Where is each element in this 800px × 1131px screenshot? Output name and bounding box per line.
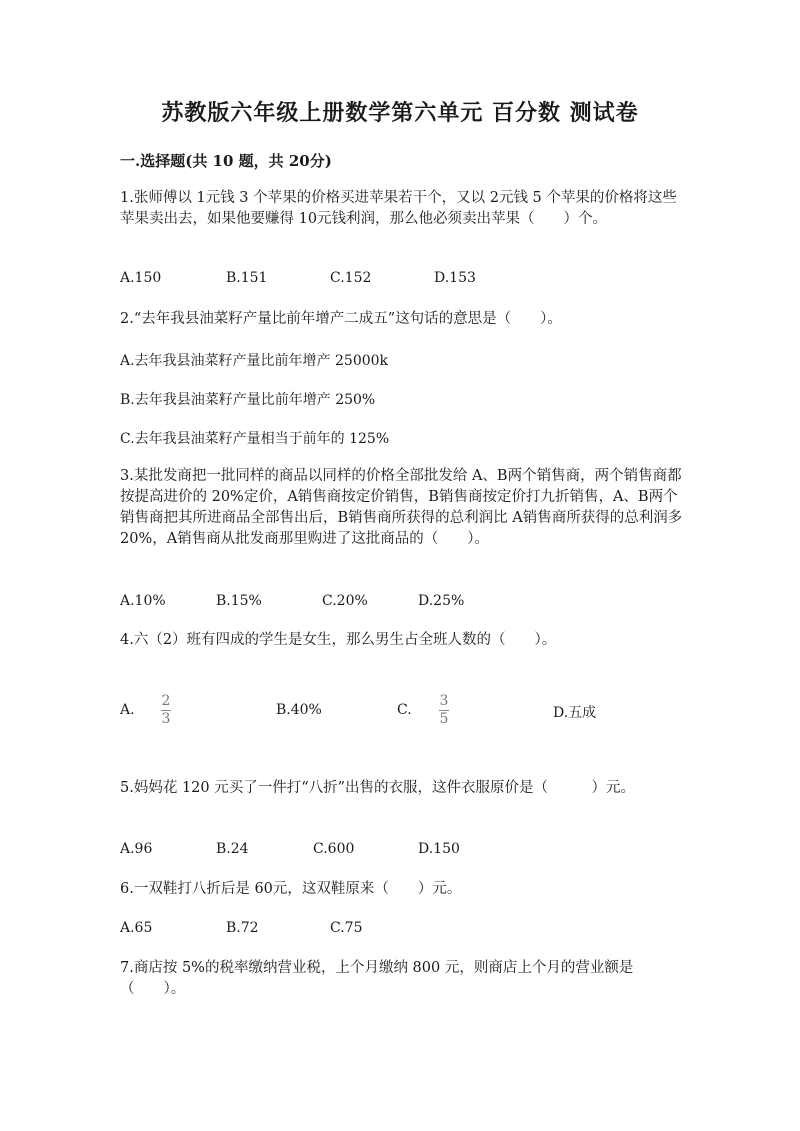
fraction-denominator: 5 [439,711,449,727]
q2-option-a[interactable]: A.去年我县油菜籽产量比前年增产 25000k [120,353,389,369]
q4-option-d[interactable]: D.五成 [553,705,597,721]
question-7: 7.商店按 5%的税率缴纳营业税，上个月缴纳 800 元，则商店上个月的营业额是（ ）。 [120,960,634,997]
q3-option-d[interactable]: D.25% [418,593,465,609]
q1-option-d[interactable]: D.153 [434,270,476,286]
q1-option-c[interactable]: C.152 [330,270,372,286]
section-heading: 一.选择题(共 10 题，共 20分) [120,152,332,170]
q5-option-b[interactable]: B.24 [216,841,249,857]
q3-option-b[interactable]: B.15% [216,593,262,609]
fraction-numerator: 2 [161,693,171,709]
q6-option-c[interactable]: C.75 [330,920,363,936]
question-3: 3.某批发商把一批同样的商品以同样的价格全部批发给 A、B两个销售商，两个销售商都按提高进价的 20%定价，A销售商按定价销售，B销售商按定价打九折销售，A、B两个销售商把其所进商品全部售出后，B销售商所获得的总利润比 A销售商所获得的总利润多 20%，A销售商从批发商那里购进了这批商品的（ ）。 [120,468,683,547]
q4-option-a-fraction [161,694,171,727]
question-6: 6.一双鞋打八折后是 60元，这双鞋原来（ ）元。 [120,881,462,897]
q6-option-b[interactable]: B.72 [226,920,259,936]
q2-option-c[interactable]: C.去年我县油菜籽产量相当于前年的 125% [120,431,390,447]
question-1: 1.张师傅以 1元钱 3 个苹果的价格买进苹果若干个，又以 2元钱 5 个苹果的价格将这些苹果卖出去，如果他要赚得 10元钱利润，那么他必须卖出苹果（ ）个。 [120,190,677,227]
question-2: 2.“去年我县油菜籽产量比前年增产二成五”这句话的意思是（ ）。 [120,311,562,327]
q3-option-c[interactable]: C.20% [322,593,368,609]
q2-option-b[interactable]: B.去年我县油菜籽产量比前年增产 250% [120,392,376,408]
fraction-numerator: 3 [439,693,449,709]
q4-option-b[interactable]: B.40% [276,702,322,718]
q4-option-a[interactable]: A. [120,702,135,718]
question-5: 5.妈妈花 120 元买了一件打“八折”出售的衣服，这件衣服原价是（ ）元。 [120,780,636,796]
q4-option-c-fraction [439,694,449,727]
q5-option-a[interactable]: A.96 [120,841,153,857]
q6-option-a[interactable]: A.65 [120,920,153,936]
question-4: 4.六（2）班有四成的学生是女生，那么男生占全班人数的（ ）。 [120,632,557,648]
fraction-denominator: 3 [161,711,171,727]
q1-option-b[interactable]: B.151 [226,270,268,286]
q3-option-a[interactable]: A.10% [120,593,166,609]
page-title: 苏教版六年级上册数学第六单元 百分数 测试卷 [161,100,639,126]
q1-option-a[interactable]: A.150 [120,270,162,286]
q5-option-d[interactable]: D.150 [418,841,460,857]
q5-option-c[interactable]: C.600 [313,841,355,857]
q4-option-c[interactable]: C. [397,702,412,718]
